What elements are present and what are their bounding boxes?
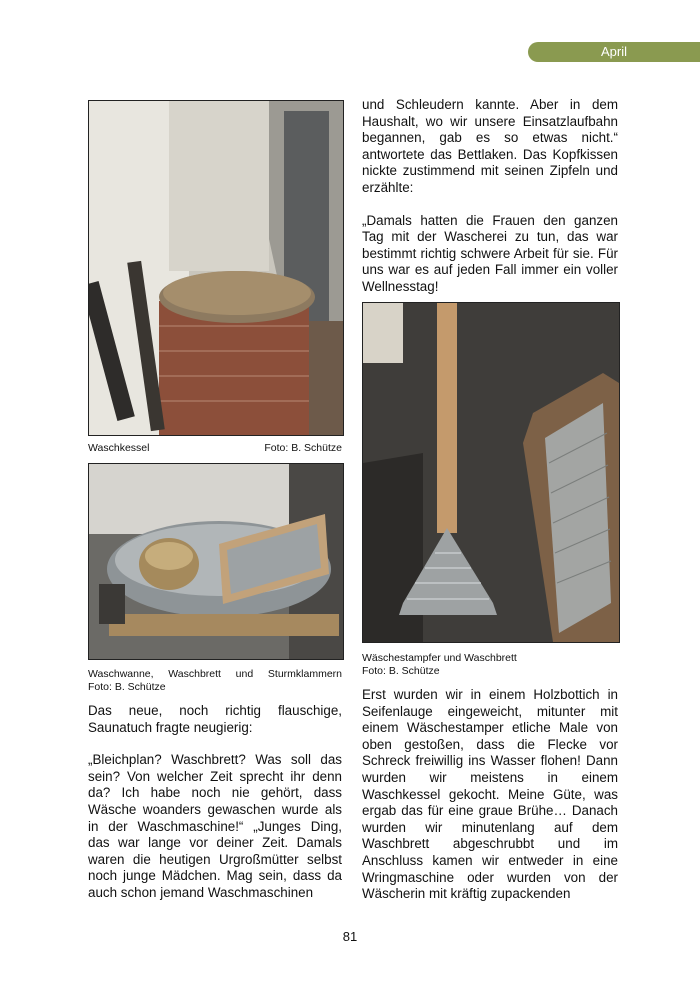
caption-text: Waschkessel [88, 442, 150, 454]
caption-text: Waschwanne, Waschbrett und Sturmklammern [88, 668, 342, 680]
caption-line [88, 668, 342, 681]
paragraph: und Schleudern kannte. Aber in dem Haushalt, wo wir unsere Einsatzlaufbahn begannen, gab es so etwas nicht.“ antwortete das Bettlaken. Das Kopfkissen nickte zustimmend mit seinen Zipfeln und erzählte: [362, 97, 618, 195]
caption-text: Wäschestampfer und Waschbrett [362, 652, 517, 664]
caption-waeschestampfer [362, 652, 618, 678]
paragraph: „Damals hatten die Frauen den ganzen Tag mit der Wascherei zu tun, das war bestimmt richtig schwere Arbeit für sie. Für uns war es auf jeden Fall immer ein voller Wellnesstag! [362, 212, 618, 294]
caption-waschwanne [88, 668, 342, 694]
photo-waschkessel [88, 100, 344, 436]
right-column-top-text [362, 97, 618, 296]
page-number: 81 [342, 929, 358, 944]
photo-credit: Foto: B. Schütze [264, 442, 342, 454]
photo-credit: Foto: B. Schütze [362, 665, 440, 677]
paragraph: „Bleichplan? Waschbrett? Was soll das sein? Von welcher Zeit sprecht ihr denn da? Ich habe noch nie gehört, dass Wäsche woanders gewaschen wurde als in der Waschmaschine!“ „Junges Ding, das war lange vor deiner Zeit. Damals waren die heutigen Urgroßmütter selbst noch junge Mädchen. Mag sein, dass da auch schon jemand Waschmaschinen [88, 752, 342, 900]
month-tab: April [528, 42, 700, 62]
paragraph: Erst wurden wir in einem Holzbottich in Seifenlauge eingeweicht, mitunter mit einem Wäschestamper etliche Male von oben gestoßen, dass die Flecke vor Schreck freiwillig ins Wasser flohen! Dann wurden wir meistens in einem Waschkessel gekocht. Meine Güte, was ergab das für eine graue Brühe… Danach wurden wir minutenlang auf dem Waschbrett abgeschrubbt und im Anschluss kamen wir entweder in eine Wringmaschine oder wurden von der Wäscherin mit kräftig zupackenden [362, 687, 618, 902]
left-column-text [88, 703, 342, 902]
caption-waschkessel [88, 442, 342, 455]
paragraph: Das neue, noch richtig flauschige, Saunatuch fragte neugierig: [88, 703, 342, 735]
photo-waschwanne [88, 463, 344, 660]
right-column-bottom-text [362, 687, 618, 903]
photo-credit: Foto: B. Schütze [88, 681, 166, 693]
photo-waeschestampfer [362, 302, 620, 643]
